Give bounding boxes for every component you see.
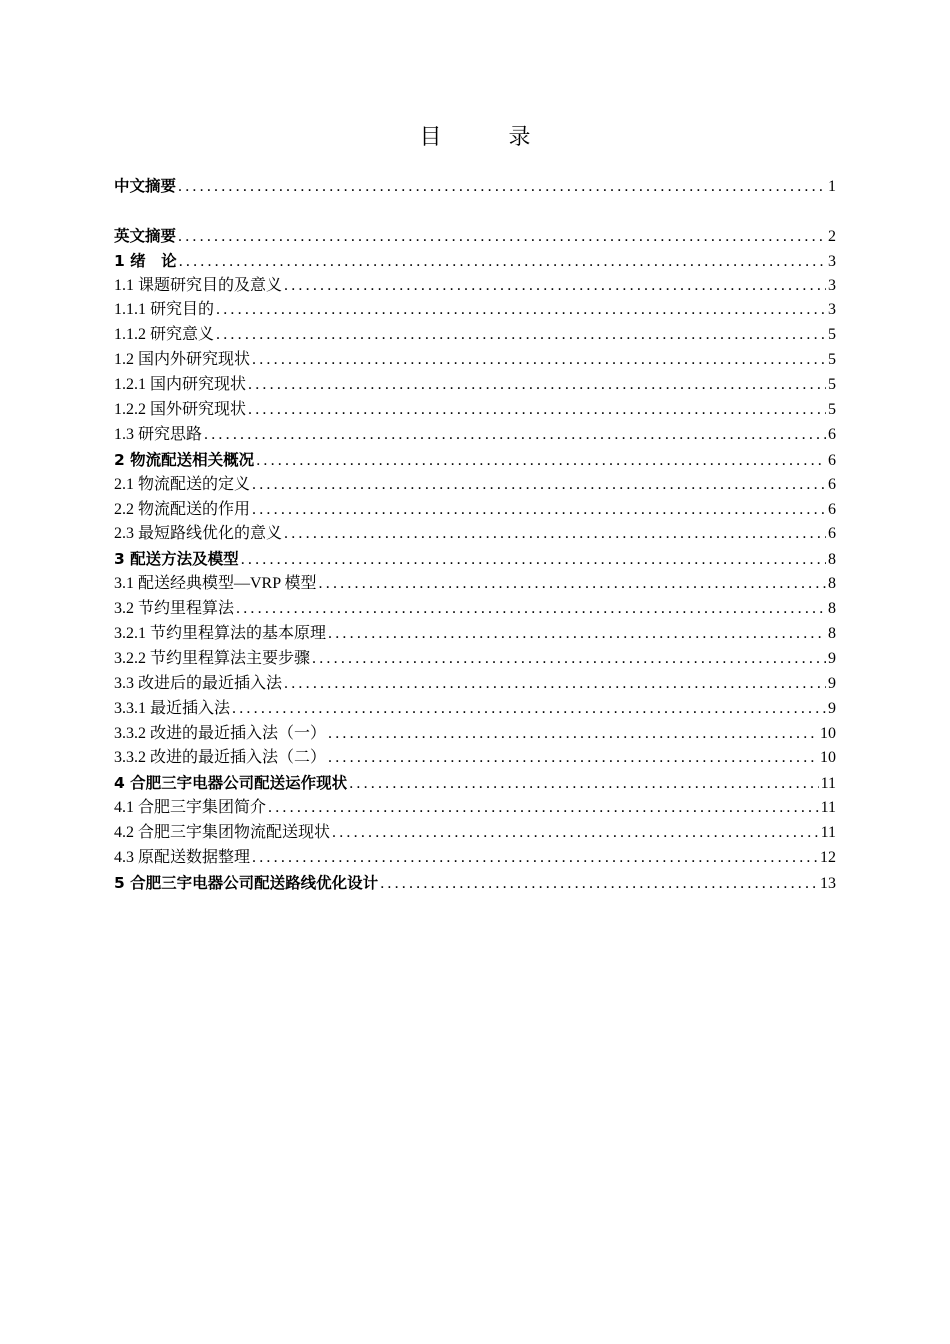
- toc-entry-page-number: 6: [828, 525, 836, 543]
- toc-dot-leader: [248, 373, 826, 398]
- toc-entry[interactable]: [114, 498, 836, 523]
- toc-entry-title: 1.2.1 国内研究现状: [114, 376, 247, 394]
- toc-entry-page-number: 3: [828, 252, 836, 270]
- toc-dot-leader: [232, 697, 826, 722]
- toc-entry[interactable]: [114, 522, 836, 547]
- toc-entry[interactable]: [114, 771, 836, 796]
- page-title: 目 录: [419, 125, 561, 150]
- table-of-contents: [114, 174, 836, 896]
- toc-dot-leader: [241, 548, 826, 573]
- toc-entry[interactable]: [114, 298, 836, 323]
- toc-entry[interactable]: [114, 348, 836, 373]
- toc-dot-leader: [248, 398, 826, 423]
- toc-dot-leader: [284, 522, 826, 547]
- toc-entry-title: 1.1.1 研究目的: [114, 301, 215, 319]
- toc-entry[interactable]: [114, 846, 836, 871]
- toc-dot-leader: [328, 746, 818, 771]
- toc-entry-title: 1 绪 论: [114, 251, 177, 270]
- toc-dot-leader: [328, 722, 818, 747]
- toc-dot-leader: [319, 572, 826, 597]
- toc-entry[interactable]: [114, 796, 836, 821]
- toc-entry-title: 5 合肥三宇电器公司配送路线优化设计: [114, 873, 379, 892]
- toc-entry-title: 1.1.2 研究意义: [114, 326, 215, 344]
- toc-entry-title: 中文摘要: [114, 177, 177, 195]
- toc-entry[interactable]: [114, 746, 836, 771]
- toc-dot-leader: [236, 597, 826, 622]
- toc-entry[interactable]: [114, 647, 836, 672]
- toc-entry-page-number: 3: [828, 276, 836, 294]
- toc-entry-page-number: 1: [828, 178, 836, 195]
- toc-entry[interactable]: [114, 697, 836, 722]
- toc-entry-title: 3.2.2 节约里程算法主要步骤: [114, 649, 311, 667]
- toc-dot-leader: [216, 323, 826, 348]
- toc-entry-page-number: 12: [820, 849, 836, 867]
- toc-entry[interactable]: [114, 672, 836, 697]
- toc-entry-title: 3.1 配送经典模型—VRP 模型: [114, 575, 317, 593]
- toc-entry-page-number: 10: [820, 724, 836, 742]
- toc-entry[interactable]: [114, 224, 836, 249]
- toc-entry-page-number: 13: [820, 874, 836, 892]
- toc-entry[interactable]: [114, 423, 836, 448]
- toc-entry-page-number: 11: [820, 775, 836, 793]
- toc-entry[interactable]: [114, 373, 836, 398]
- toc-entry-page-number: 9: [828, 699, 836, 717]
- toc-entry-title: 4.1 合肥三宇集团简介: [114, 799, 267, 817]
- toc-dot-leader: [204, 423, 826, 448]
- toc-entry[interactable]: [114, 398, 836, 423]
- toc-dot-leader: [380, 872, 818, 897]
- toc-entry-page-number: 8: [828, 551, 836, 569]
- toc-entry-title: 4.3 原配送数据整理: [114, 849, 251, 867]
- toc-dot-leader: [268, 796, 819, 821]
- toc-entry-page-number: 8: [828, 600, 836, 618]
- toc-entry-page-number: 6: [828, 425, 836, 443]
- toc-entry-page-number: 5: [828, 326, 836, 344]
- toc-entry-title: 3.3 改进后的最近插入法: [114, 674, 283, 692]
- toc-dot-leader: [252, 846, 818, 871]
- toc-entry-page-number: 5: [828, 401, 836, 419]
- toc-dot-leader: [312, 647, 826, 672]
- toc-entry-page-number: 10: [820, 749, 836, 767]
- toc-entry-page-number: 11: [820, 799, 836, 817]
- toc-entry[interactable]: [114, 448, 836, 473]
- toc-entry-page-number: 6: [828, 451, 836, 469]
- toc-entry-title: 2.3 最短路线优化的意义: [114, 525, 283, 543]
- toc-entry-page-number: 3: [828, 301, 836, 319]
- toc-entry-title: 3.2 节约里程算法: [114, 600, 235, 618]
- toc-dot-leader: [252, 498, 826, 523]
- toc-entry-page-number: 2: [828, 227, 836, 245]
- toc-entry[interactable]: [114, 597, 836, 622]
- toc-entry-title: 3.2.1 节约里程算法的基本原理: [114, 625, 327, 643]
- toc-entry-page-number: 9: [828, 674, 836, 692]
- toc-entry-page-number: 11: [820, 824, 836, 842]
- toc-dot-leader: [252, 473, 826, 498]
- toc-entry-title: 3.3.2 改进的最近插入法（一）: [114, 724, 327, 742]
- toc-dot-leader: [284, 274, 826, 299]
- toc-dot-leader: [332, 821, 819, 846]
- toc-entry[interactable]: [114, 249, 836, 274]
- toc-dot-leader: [252, 348, 826, 373]
- toc-entry-title: 1.2 国内外研究现状: [114, 351, 251, 369]
- toc-entry[interactable]: [114, 547, 836, 572]
- toc-dot-leader: [216, 298, 826, 323]
- toc-entry[interactable]: [114, 871, 836, 896]
- toc-entry-title: 4 合肥三宇电器公司配送运作现状: [114, 774, 348, 793]
- toc-entry[interactable]: [114, 274, 836, 299]
- toc-dot-leader: [178, 225, 826, 250]
- toc-entry-title: 1.1 课题研究目的及意义: [114, 276, 283, 294]
- toc-dot-leader: [256, 449, 826, 474]
- toc-entry-title: 1.3 研究思路: [114, 425, 203, 443]
- toc-entry-page-number: 8: [828, 625, 836, 643]
- toc-entry-title: 1.2.2 国外研究现状: [114, 401, 247, 419]
- toc-dot-leader: [178, 175, 826, 200]
- toc-entry-title: 3.3.1 最近插入法: [114, 699, 231, 717]
- toc-entry-title: 3.3.2 改进的最近插入法（二）: [114, 749, 327, 767]
- toc-entry-title: 2.1 物流配送的定义: [114, 475, 251, 493]
- toc-entry-page-number: 6: [828, 475, 836, 493]
- toc-entry-page-number: 8: [828, 575, 836, 593]
- toc-entry[interactable]: [114, 473, 836, 498]
- toc-entry-title: 3 配送方法及模型: [114, 550, 239, 569]
- toc-dot-leader: [349, 772, 818, 797]
- toc-entry[interactable]: [114, 622, 836, 647]
- toc-entry-title: 英文摘要: [114, 226, 177, 245]
- toc-entry[interactable]: [114, 821, 836, 846]
- toc-entry[interactable]: [114, 323, 836, 348]
- toc-entry-title: 4.2 合肥三宇集团物流配送现状: [114, 824, 331, 842]
- toc-entry-page-number: 9: [828, 649, 836, 667]
- toc-entry-page-number: 5: [828, 351, 836, 369]
- toc-dot-leader: [328, 622, 826, 647]
- toc-entry[interactable]: [114, 572, 836, 597]
- toc-entry-page-number: 5: [828, 376, 836, 394]
- toc-entry[interactable]: [114, 174, 836, 199]
- toc-entry[interactable]: [114, 722, 836, 747]
- toc-entry-page-number: 6: [828, 500, 836, 518]
- toc-dot-leader: [179, 250, 826, 275]
- toc-entry-title: 2.2 物流配送的作用: [114, 500, 251, 518]
- toc-entry-title: 2 物流配送相关概况: [114, 450, 255, 469]
- toc-dot-leader: [284, 672, 826, 697]
